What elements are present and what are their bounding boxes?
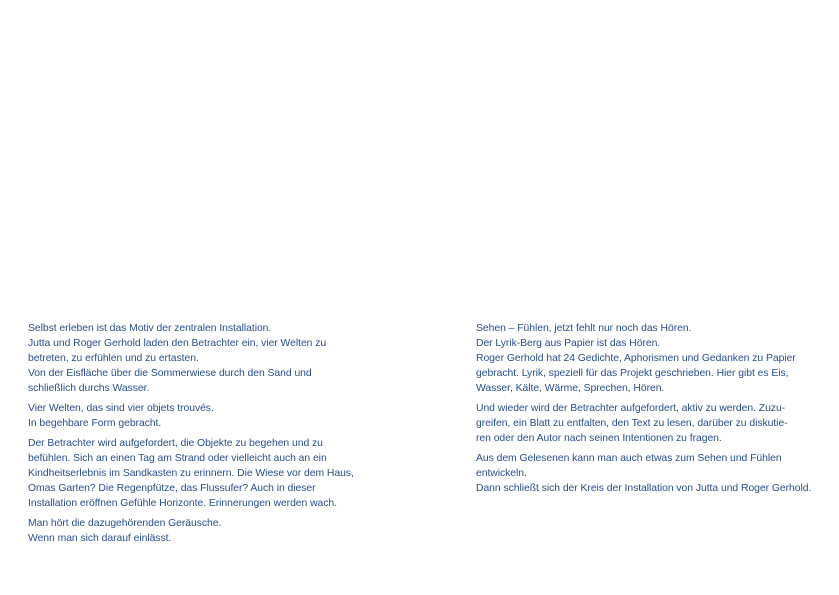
text-line: gebracht. Lyrik, speziell für das Projekt geschrieben. Hier gibt es Eis,	[476, 367, 789, 379]
text-line: Roger Gerhold hat 24 Gedichte, Aphorismen und Gedanken zu Papier	[476, 352, 796, 364]
text-line: Kindheitserlebnis im Sandkasten zu erinnern. Die Wiese vor dem Haus,	[28, 468, 354, 480]
left-paragraph-2	[28, 402, 368, 432]
text-line: Installation eröffnen Gefühle Horizonte. Erinnerungen werden wach.	[28, 497, 337, 509]
text-line: Omas Garten? Die Regenpfütze, das Flussufer? Auch in dieser	[28, 483, 316, 495]
text-line: Der Betrachter wird aufgefordert, die Objekte zu begehen und zu	[28, 438, 323, 450]
text-line: Wenn man sich darauf einlässt.	[28, 533, 172, 545]
text-line: Wasser, Kälte, Wärme, Sprechen, Hören.	[476, 382, 665, 394]
text-line: Man hört die dazugehörenden Geräusche.	[28, 518, 222, 530]
left-text-column	[28, 322, 368, 553]
left-paragraph-1	[28, 322, 368, 397]
text-line: greifen, ein Blatt zu entfalten, den Text zu lesen, darüber zu diskutie-	[476, 417, 788, 429]
text-line: Vier Welten, das sind vier objets trouvés.	[28, 403, 214, 415]
text-line: betreten, zu erfühlen und zu ertasten.	[28, 352, 199, 364]
right-paragraph-3	[476, 452, 821, 497]
text-line: Dann schließt sich der Kreis der Installation von Jutta und Roger Gerhold.	[476, 483, 812, 495]
right-paragraph-1	[476, 322, 821, 397]
text-line: entwickeln.	[476, 468, 527, 480]
text-line: befühlen. Sich an einen Tag am Strand oder vielleicht auch an ein	[28, 453, 327, 465]
left-paragraph-4	[28, 517, 368, 547]
text-line: Und wieder wird der Betrachter aufgefordert, aktiv zu werden. Zuzu-	[476, 403, 786, 415]
text-line: Aus dem Gelesenen kann man auch etwas zum Sehen und Fühlen	[476, 453, 782, 465]
text-line: Der Lyrik-Berg aus Papier ist das Hören.	[476, 337, 661, 349]
left-paragraph-3	[28, 437, 368, 512]
right-paragraph-2	[476, 402, 821, 447]
text-line: In begehbare Form gebracht.	[28, 417, 162, 429]
text-line: Selbst erleben ist das Motiv der zentralen Installation.	[28, 323, 272, 334]
text-line: Sehen – Fühlen, jetzt fehlt nur noch das Hören.	[476, 323, 692, 334]
text-line: ren oder den Autor nach seinen Intentionen zu fragen.	[476, 432, 722, 444]
text-line: Jutta und Roger Gerhold laden den Betrachter ein, vier Welten zu	[28, 337, 327, 349]
right-text-column	[476, 322, 821, 502]
text-line: Von der Eisfläche über die Sommerwiese durch den Sand und	[28, 367, 312, 379]
text-line: schließlich durchs Wasser.	[28, 382, 150, 394]
